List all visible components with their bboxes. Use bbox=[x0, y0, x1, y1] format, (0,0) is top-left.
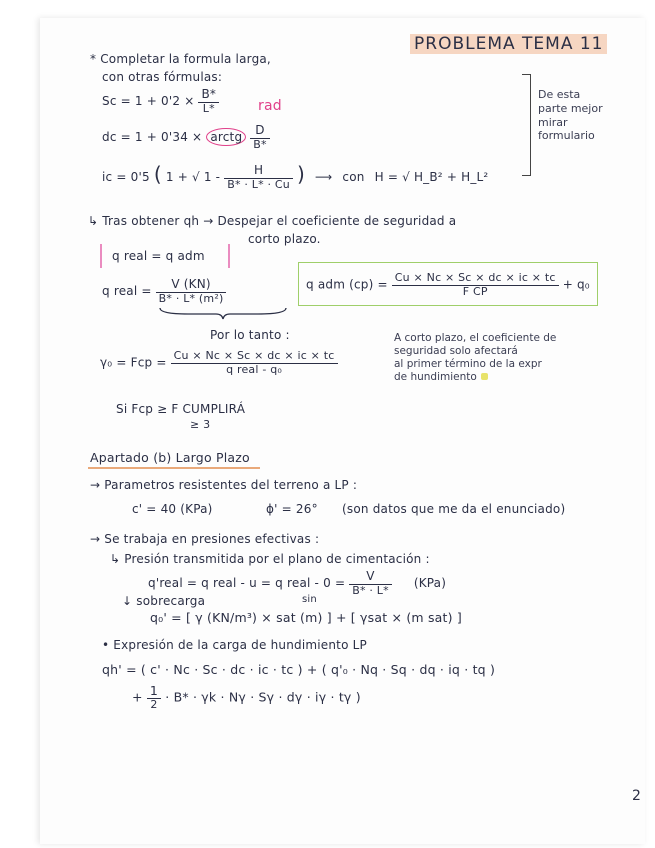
qadm-def bbox=[306, 272, 590, 298]
fcp-lhs: γ₀ = Fcp = bbox=[100, 355, 167, 370]
qh-eq-line-2 bbox=[132, 684, 361, 712]
fcp-formula bbox=[100, 350, 338, 376]
ic-lhs: ic = bbox=[102, 170, 127, 184]
side-note-2-line-last: de hundimiento bbox=[394, 371, 556, 384]
si-sub: ≥ 3 bbox=[190, 418, 211, 431]
dc-num: D bbox=[250, 124, 269, 139]
arrow-icon: ⟶ bbox=[314, 170, 333, 184]
presion-line: ↳ Presión transmitida por el plano de cimentación : bbox=[110, 552, 430, 566]
fcp-fraction bbox=[171, 350, 338, 376]
dc-lhs: dc = bbox=[102, 130, 131, 145]
side-note-2-line: A corto plazo, el coeficiente de bbox=[394, 332, 557, 344]
dc-arctg: arctg bbox=[206, 128, 246, 146]
dc-formula bbox=[102, 124, 270, 151]
qreal-prime-unit: (KPa) bbox=[413, 576, 447, 591]
qadm-tail: + q₀ bbox=[562, 277, 590, 292]
qadm-fraction bbox=[392, 272, 559, 298]
qreal-prime-eq: q'real = q real - u = q real - 0 = bbox=[148, 576, 346, 591]
ic-pre: 0'5 bbox=[130, 170, 150, 184]
tras-line-2: corto plazo. bbox=[248, 232, 321, 246]
intro-line-2: con otras fórmulas: bbox=[102, 70, 223, 84]
sobrecarga-label: ↓ sobrecarga bbox=[122, 594, 206, 608]
params-note: (son datos que me da el enunciado) bbox=[342, 502, 566, 516]
side-note-1-line: formulario bbox=[538, 129, 595, 143]
param-c: c' = 40 (KPa) bbox=[132, 502, 213, 516]
sc-num: B* bbox=[198, 88, 219, 103]
side-note-2-line: al primer término de la expr bbox=[394, 358, 542, 371]
page-title: PROBLEMA TEMA 11 bbox=[410, 34, 607, 54]
efectivas-line: → Se trabaja en presiones efectivas : bbox=[90, 532, 320, 546]
side-note-1-line: parte mejor bbox=[538, 101, 603, 115]
sc-pre: 1 + 0'2 × bbox=[134, 94, 195, 109]
ic-h-expr: H = √ H_B² + H_L² bbox=[374, 170, 489, 184]
ic-num: H bbox=[224, 164, 293, 179]
notebook-page bbox=[40, 18, 645, 844]
page-corner-number: 2 bbox=[632, 788, 642, 804]
qadm-lhs: q adm (cp) = bbox=[306, 277, 388, 292]
param-phi: ϕ' = 26° bbox=[266, 502, 318, 516]
sc-formula bbox=[102, 88, 219, 115]
qadm-num: Cu × Nc × Sc × dc × ic × tc bbox=[392, 272, 559, 286]
qreal-num: V (KN) bbox=[156, 278, 227, 293]
apartado-heading: Apartado (b) Largo Plazo bbox=[90, 450, 250, 465]
dc-den: B* bbox=[253, 137, 267, 151]
qh-eq-line-1: qh' = ( c' · Nc · Sc · dc · ic · tc ) + ( q'₀ · Nq · Sq · dq · iq · tq ) bbox=[102, 662, 496, 677]
rad-note: rad bbox=[258, 98, 282, 114]
fcp-num: Cu × Nc × Sc × dc × ic × tc bbox=[171, 350, 338, 364]
ic-fraction bbox=[224, 164, 293, 191]
side-note-2-line: seguridad solo afectará bbox=[394, 345, 518, 358]
sc-fraction bbox=[198, 88, 219, 115]
qreal-def bbox=[102, 278, 226, 305]
underbrace bbox=[158, 306, 288, 320]
sobrecarga-sin: sin bbox=[302, 594, 317, 605]
ic-formula: ic = 0'5 ( 1 + √ 1 - $\frac{H}{B* \cdot L* \cdot Cu}$ ) ⟶ con H = √ H_B² + H_L² bbox=[102, 162, 489, 191]
side-note-formulario bbox=[538, 88, 603, 143]
qreal-prime-num: V bbox=[349, 570, 392, 585]
qreal-fraction bbox=[156, 278, 227, 305]
qreal-lhs: q real = bbox=[102, 284, 152, 299]
highlight-mark bbox=[481, 373, 488, 380]
qreal-equals-qadm: q real = q adm bbox=[112, 249, 205, 263]
dc-pre: 1 + 0'34 × bbox=[134, 130, 203, 145]
sobrecarga-eq: q₀' = [ γ (KN/m³) × sat (m) ] + [ γsat × (m sat) ] bbox=[150, 610, 462, 625]
sc-den: L* bbox=[202, 101, 215, 115]
side-bracket bbox=[522, 74, 531, 176]
expresion-line: • Expresión de la carga de hundimiento LP bbox=[102, 638, 367, 652]
qh-eq2-num: 1 bbox=[147, 684, 161, 699]
qh-eq2-pre: + bbox=[132, 689, 143, 705]
qh-eq2-den: 2 bbox=[150, 698, 158, 712]
params-line: → Parametros resistentes del terreno a LP : bbox=[90, 478, 358, 492]
side-note-1-line: mirar bbox=[538, 115, 568, 129]
por-lo-tanto: Por lo tanto : bbox=[210, 328, 290, 342]
apartado-underline bbox=[88, 467, 260, 469]
qh-eq2-fraction bbox=[147, 684, 161, 712]
sc-lhs: Sc = bbox=[102, 94, 131, 109]
fcp-den: q real - q₀ bbox=[226, 362, 282, 376]
qadm-den: F CP bbox=[462, 284, 488, 298]
ic-den: B* · L* · Cu bbox=[227, 177, 290, 191]
side-note-1-line: De esta bbox=[538, 88, 581, 101]
intro-line-1: * Completar la formula larga, bbox=[90, 52, 271, 66]
tras-line-1: ↳ Tras obtener qh → Despejar el coeficiente de seguridad a bbox=[88, 214, 457, 228]
qreal-prime-fraction bbox=[349, 570, 392, 597]
si-condition: Si Fcp ≥ F CUMPLIRÁ bbox=[116, 402, 246, 416]
ic-con: con bbox=[342, 170, 365, 184]
ic-inner-pre: 1 + √ 1 - bbox=[165, 170, 221, 184]
dc-fraction bbox=[250, 124, 269, 151]
qh-eq2-tail: · B* · γk · Nγ · Sγ · dγ · iγ · tγ ) bbox=[165, 689, 361, 705]
qreal-den: B* · L* (m²) bbox=[158, 291, 224, 305]
side-note-corto-plazo bbox=[394, 332, 556, 385]
qreal-prime-den: B* · L* bbox=[352, 583, 389, 597]
